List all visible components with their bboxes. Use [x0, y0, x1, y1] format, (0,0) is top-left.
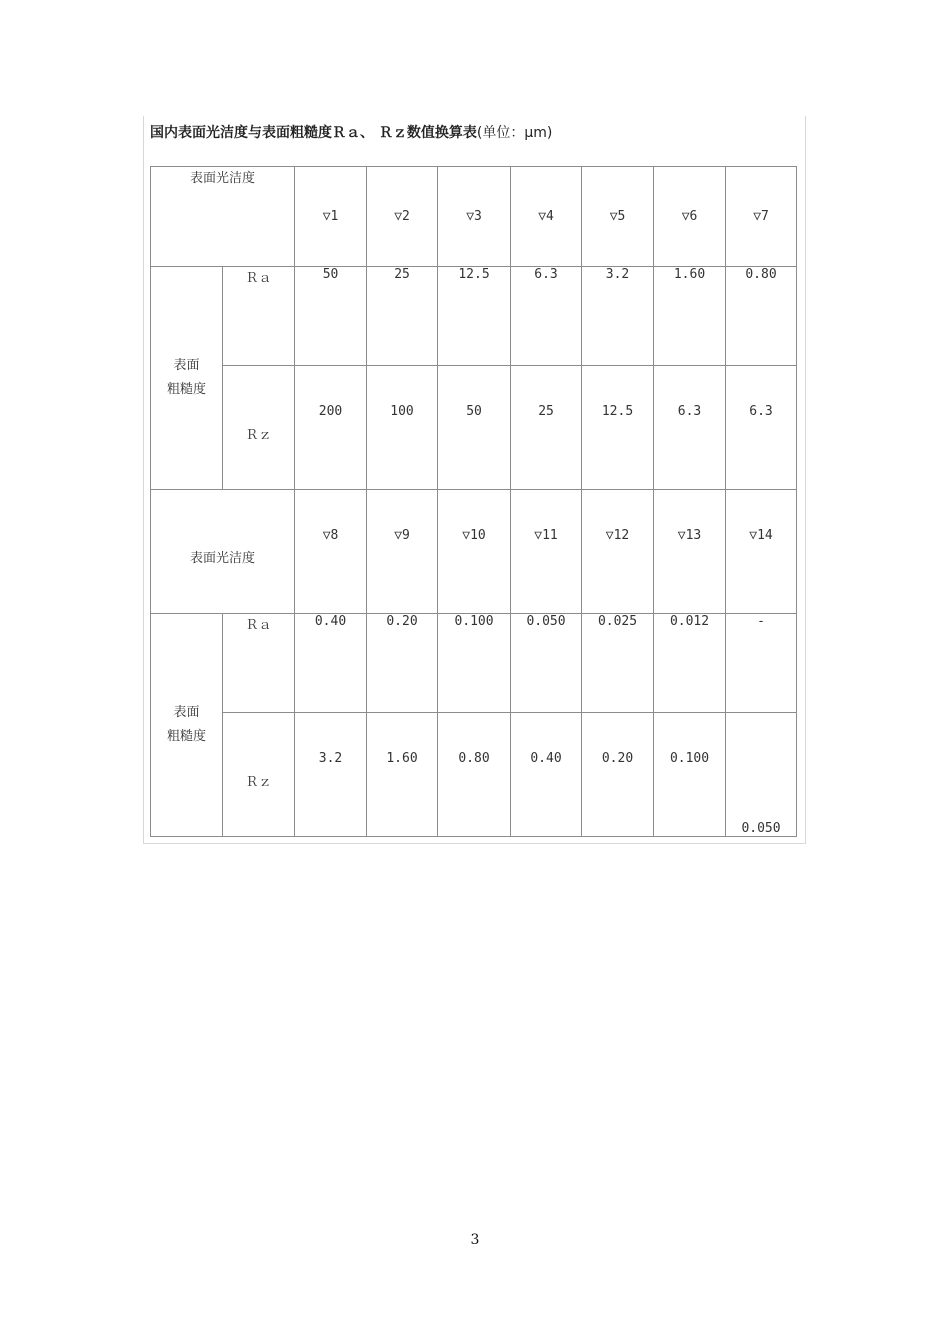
roughness-label-line1: 表面 [173, 358, 200, 373]
finish-label: 表面光洁度 [151, 167, 295, 267]
value-cell: 6.3 [726, 366, 797, 490]
conversion-table [150, 166, 797, 837]
roughness-label-line2: 粗糙度 [166, 729, 206, 744]
value-cell: 50 [438, 366, 511, 490]
grade-cell: ▽3 [438, 167, 511, 267]
grade-cell: ▽12 [582, 490, 654, 614]
grade-cell: ▽7 [726, 167, 797, 267]
value-cell: 0.20 [582, 713, 654, 837]
grade-cell: ▽14 [726, 490, 797, 614]
value-cell: 0.80 [726, 267, 797, 366]
value-cell: 1.60 [367, 713, 438, 837]
rz-row-2 [151, 713, 797, 837]
roughness-label-line1: 表面 [173, 705, 200, 720]
value-cell: 0.050 [511, 614, 582, 713]
value-cell: 6.3 [511, 267, 582, 366]
grade-cell: ▽11 [511, 490, 582, 614]
value-cell: 3.2 [295, 713, 367, 837]
grade-row-1 [151, 167, 797, 267]
rz-row-1 [151, 366, 797, 490]
value-cell: 0.40 [295, 614, 367, 713]
grade-row-2 [151, 490, 797, 614]
grade-cell: ▽10 [438, 490, 511, 614]
value-cell: 0.012 [654, 614, 726, 713]
value-cell: 3.2 [582, 267, 654, 366]
caption-unit: (单位：μm) [476, 125, 553, 141]
value-cell: 0.100 [654, 713, 726, 837]
value-cell: 0.20 [367, 614, 438, 713]
page-number: 3 [470, 1232, 480, 1248]
roughness-label [151, 614, 223, 837]
grade-cell: ▽4 [511, 167, 582, 267]
value-cell: - [726, 614, 797, 713]
value-cell: 6.3 [654, 366, 726, 490]
value-cell: 0.025 [582, 614, 654, 713]
value-cell: 25 [367, 267, 438, 366]
ra-row-1 [151, 267, 797, 366]
value-cell: 1.60 [654, 267, 726, 366]
value-cell: 50 [295, 267, 367, 366]
finish-label: 表面光洁度 [151, 490, 295, 614]
roughness-label [151, 267, 223, 490]
ra-row-2 [151, 614, 797, 713]
grade-cell: ▽2 [367, 167, 438, 267]
rz-label: Ｒｚ [223, 366, 295, 490]
value-cell: 25 [511, 366, 582, 490]
value-cell: 200 [295, 366, 367, 490]
roughness-label-line2: 粗糙度 [166, 382, 206, 397]
grade-cell: ▽9 [367, 490, 438, 614]
value-cell: 12.5 [582, 366, 654, 490]
value-cell: 0.050 [726, 713, 797, 837]
grade-cell: ▽1 [295, 167, 367, 267]
grade-cell: ▽6 [654, 167, 726, 267]
caption-title: 国内表面光洁度与表面粗糙度Ｒａ、 Ｒｚ数值换算表 [150, 125, 477, 141]
value-cell: 100 [367, 366, 438, 490]
ra-label: Ｒａ [223, 614, 295, 713]
value-cell: 12.5 [438, 267, 511, 366]
table-caption [150, 122, 552, 142]
grade-cell: ▽8 [295, 490, 367, 614]
value-cell: 0.100 [438, 614, 511, 713]
value-cell: 0.80 [438, 713, 511, 837]
rz-label: Ｒｚ [223, 713, 295, 837]
grade-cell: ▽5 [582, 167, 654, 267]
value-cell: 0.40 [511, 713, 582, 837]
ra-label: Ｒａ [223, 267, 295, 366]
grade-cell: ▽13 [654, 490, 726, 614]
